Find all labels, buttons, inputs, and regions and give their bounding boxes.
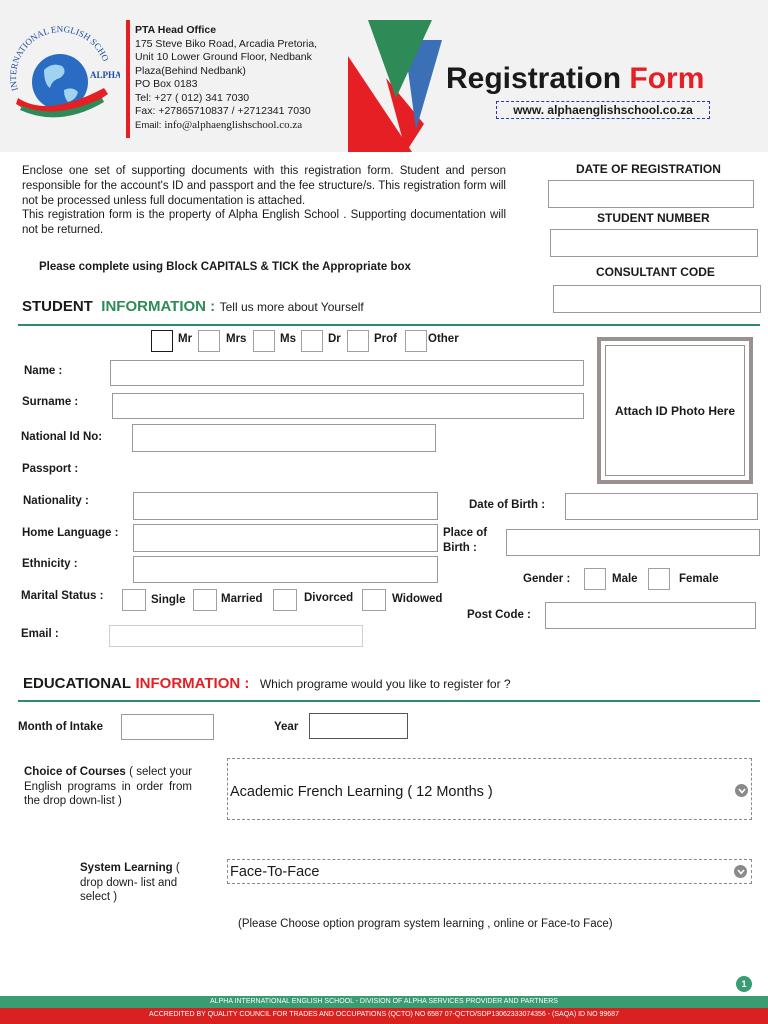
heading-part-2: INFORMATION : [101,298,216,315]
month-of-intake-label: Month of Intake [18,721,103,733]
choice-label-rest: ( select your English programs in order from the drop down-list ) [24,766,192,807]
year-field[interactable] [309,713,408,739]
marital-label-divorced: Divorced [304,592,354,604]
gender-label-female: Female [679,573,719,585]
address-line: Tel: +27 ( 012) 341 7030 [135,91,250,104]
address-line: 175 Steve Biko Road, Arcadia Pretoria, [135,37,318,50]
photo-text: Attach ID Photo Here [614,403,735,418]
intro-paragraph: Enclose one set of supporting documents with this registration form. Student and person responsible for the account's ID and passport and the fee structure/s. This registration form will not be processed unless full documentation is attached. [22,165,506,207]
website-link[interactable]: www. alphaenglishschool.co.za [496,101,710,119]
consultant-code-label: CONSULTANT CODE [596,265,715,279]
header-graphic [346,20,442,152]
post-code-label: Post Code : [467,609,531,621]
title-label-prof: Prof [374,333,397,345]
globe-logo-icon [4,20,120,138]
student-section-rule [18,324,760,326]
footer-line-2: ACCREDITED BY QUALITY COUNCIL FOR TRADES AND OCCUPATIONS (QCTO) NO 6587 07-QCTO/SDP13062333074356 - (SAQA) ID NO 99687 [149,1011,619,1018]
email-label: Email : [21,628,59,640]
home-language-label: Home Language : [22,527,119,539]
date-of-registration-label: DATE OF REGISTRATION [576,162,721,176]
system-learning-dropdown[interactable] [227,859,752,884]
gender-label: Gender : [523,573,571,585]
title-checkbox-mrs[interactable] [198,330,220,352]
chevron-down-icon[interactable] [735,784,748,797]
title-label-dr: Dr [328,333,341,345]
marital-checkbox-married[interactable] [193,589,217,611]
student-section-heading [22,298,364,316]
ethnicity-label: Ethnicity : [22,558,78,570]
gender-checkbox-male[interactable] [584,568,606,590]
passport-label: Passport : [22,463,79,475]
national-id-field[interactable] [132,424,436,452]
system-learning-note: (Please Choose option program system learning , online or Face-to Face) [238,918,613,930]
date-of-birth-label: Date of Birth : [469,499,546,511]
marital-checkbox-divorced[interactable] [273,589,297,611]
student-number-label: STUDENT NUMBER [597,211,710,225]
post-code-field[interactable] [545,602,756,629]
home-language-field[interactable] [133,524,438,552]
ethnicity-field[interactable] [133,556,438,583]
title-part-2: Form [629,62,705,95]
title-checkbox-ms[interactable] [253,330,275,352]
title-label-ms: Ms [280,333,296,345]
heading-sub: Tell us more about Yourself [219,300,364,314]
logo-alpha-text: ALPHA [90,70,120,80]
nationality-label: Nationality : [23,495,89,507]
year-label: Year [274,721,299,733]
education-section-rule [18,700,760,702]
title-label-other: Other [428,333,459,345]
name-label: Name : [24,365,63,377]
address-line: Plaza(Behind Nedbank) [135,64,246,77]
title-checkbox-mr[interactable] [151,330,173,352]
name-field[interactable] [110,360,584,386]
school-logo [4,20,120,138]
system-learning-label [80,861,198,905]
instruction-text: Please complete using Block CAPITALS & TICK the Appropriate box [39,261,411,273]
marital-label-single: Single [151,594,186,606]
surname-field[interactable] [112,393,584,419]
gender-label-male: Male [612,573,638,585]
marital-checkbox-single[interactable] [122,589,146,611]
place-of-birth-field[interactable] [506,529,760,556]
office-address [135,24,335,132]
email-link[interactable]: info@alphaenglishschool.co.za [164,118,303,131]
place-of-birth-label-2: Birth : [443,542,477,554]
title-label-mr: Mr [178,333,193,345]
edu-heading-part-1: EDUCATIONAL [23,675,132,692]
marital-label-married: Married [221,593,263,605]
title-checkbox-other[interactable] [405,330,427,352]
gender-checkbox-female[interactable] [648,568,670,590]
system-label-rest: ( drop down- list and select ) [80,862,180,903]
footer-bar-green [0,996,768,1008]
title-label-mrs: Mrs [226,333,247,345]
intro-paragraph-2: This registration form is the property of Alpha English School . Supporting documentation will not be returned. [22,209,506,237]
title-checkbox-dr[interactable] [301,330,323,352]
footer-bar-red [0,1008,768,1024]
title-part-1: Registration [446,62,622,95]
student-number-field[interactable] [550,229,758,257]
surname-label: Surname : [22,396,79,408]
office-title: PTA Head Office [135,24,217,36]
date-of-birth-field[interactable] [565,493,758,520]
marital-checkbox-widowed[interactable] [362,589,386,611]
system-selected-value: Face-To-Face [230,864,320,880]
marital-label-widowed: Widowed [392,593,443,605]
education-section-heading [23,675,511,693]
edu-heading-sub: Which programe would you like to register for ? [259,677,511,691]
system-label-bold: System Learning [80,862,173,874]
email-line [135,119,335,133]
month-of-intake-field[interactable] [121,714,214,740]
nationality-field[interactable] [133,492,438,520]
logo-arc-text: INTERNATIONAL ENGLISH SCHO [8,24,111,93]
place-of-birth-label-1: Place of [443,527,488,539]
footer-line-1: ALPHA INTERNATIONAL ENGLISH SCHOOL - DIVISION OF ALPHA SERVICES PROVIDER AND PARTNERS [210,998,558,1005]
course-dropdown[interactable] [227,758,752,820]
address-line: Unit 10 Lower Ground Floor, Nedbank [135,51,312,63]
page-number-badge [736,976,752,992]
intro-text [22,164,506,238]
address-line: Fax: +27865710837 / +2712341 7030 [135,105,311,117]
heading-part-1: STUDENT [22,298,93,315]
consultant-code-field[interactable] [553,285,761,313]
national-id-label: National Id No: [21,431,103,443]
header-divider [126,20,130,138]
choice-label-bold: Choice of Courses [24,766,126,778]
triangles-graphic-icon [346,20,442,152]
marital-status-label: Marital Status : [21,590,104,602]
date-of-registration-field[interactable] [548,180,754,208]
chevron-down-icon[interactable] [734,865,747,878]
choice-of-courses-label [24,765,192,809]
email-field[interactable] [109,625,363,647]
course-selected-value: Academic French Learning ( 12 Months ) [230,784,493,800]
photo-frame [597,337,753,484]
page-title [446,62,704,96]
photo-inner-frame[interactable] [605,345,745,476]
edu-heading-part-2: INFORMATION : [135,675,250,692]
title-checkbox-prof[interactable] [347,330,369,352]
page-number: 1 [741,979,747,989]
email-label: Email: [135,119,162,131]
address-line: PO Box 0183 [135,78,198,90]
